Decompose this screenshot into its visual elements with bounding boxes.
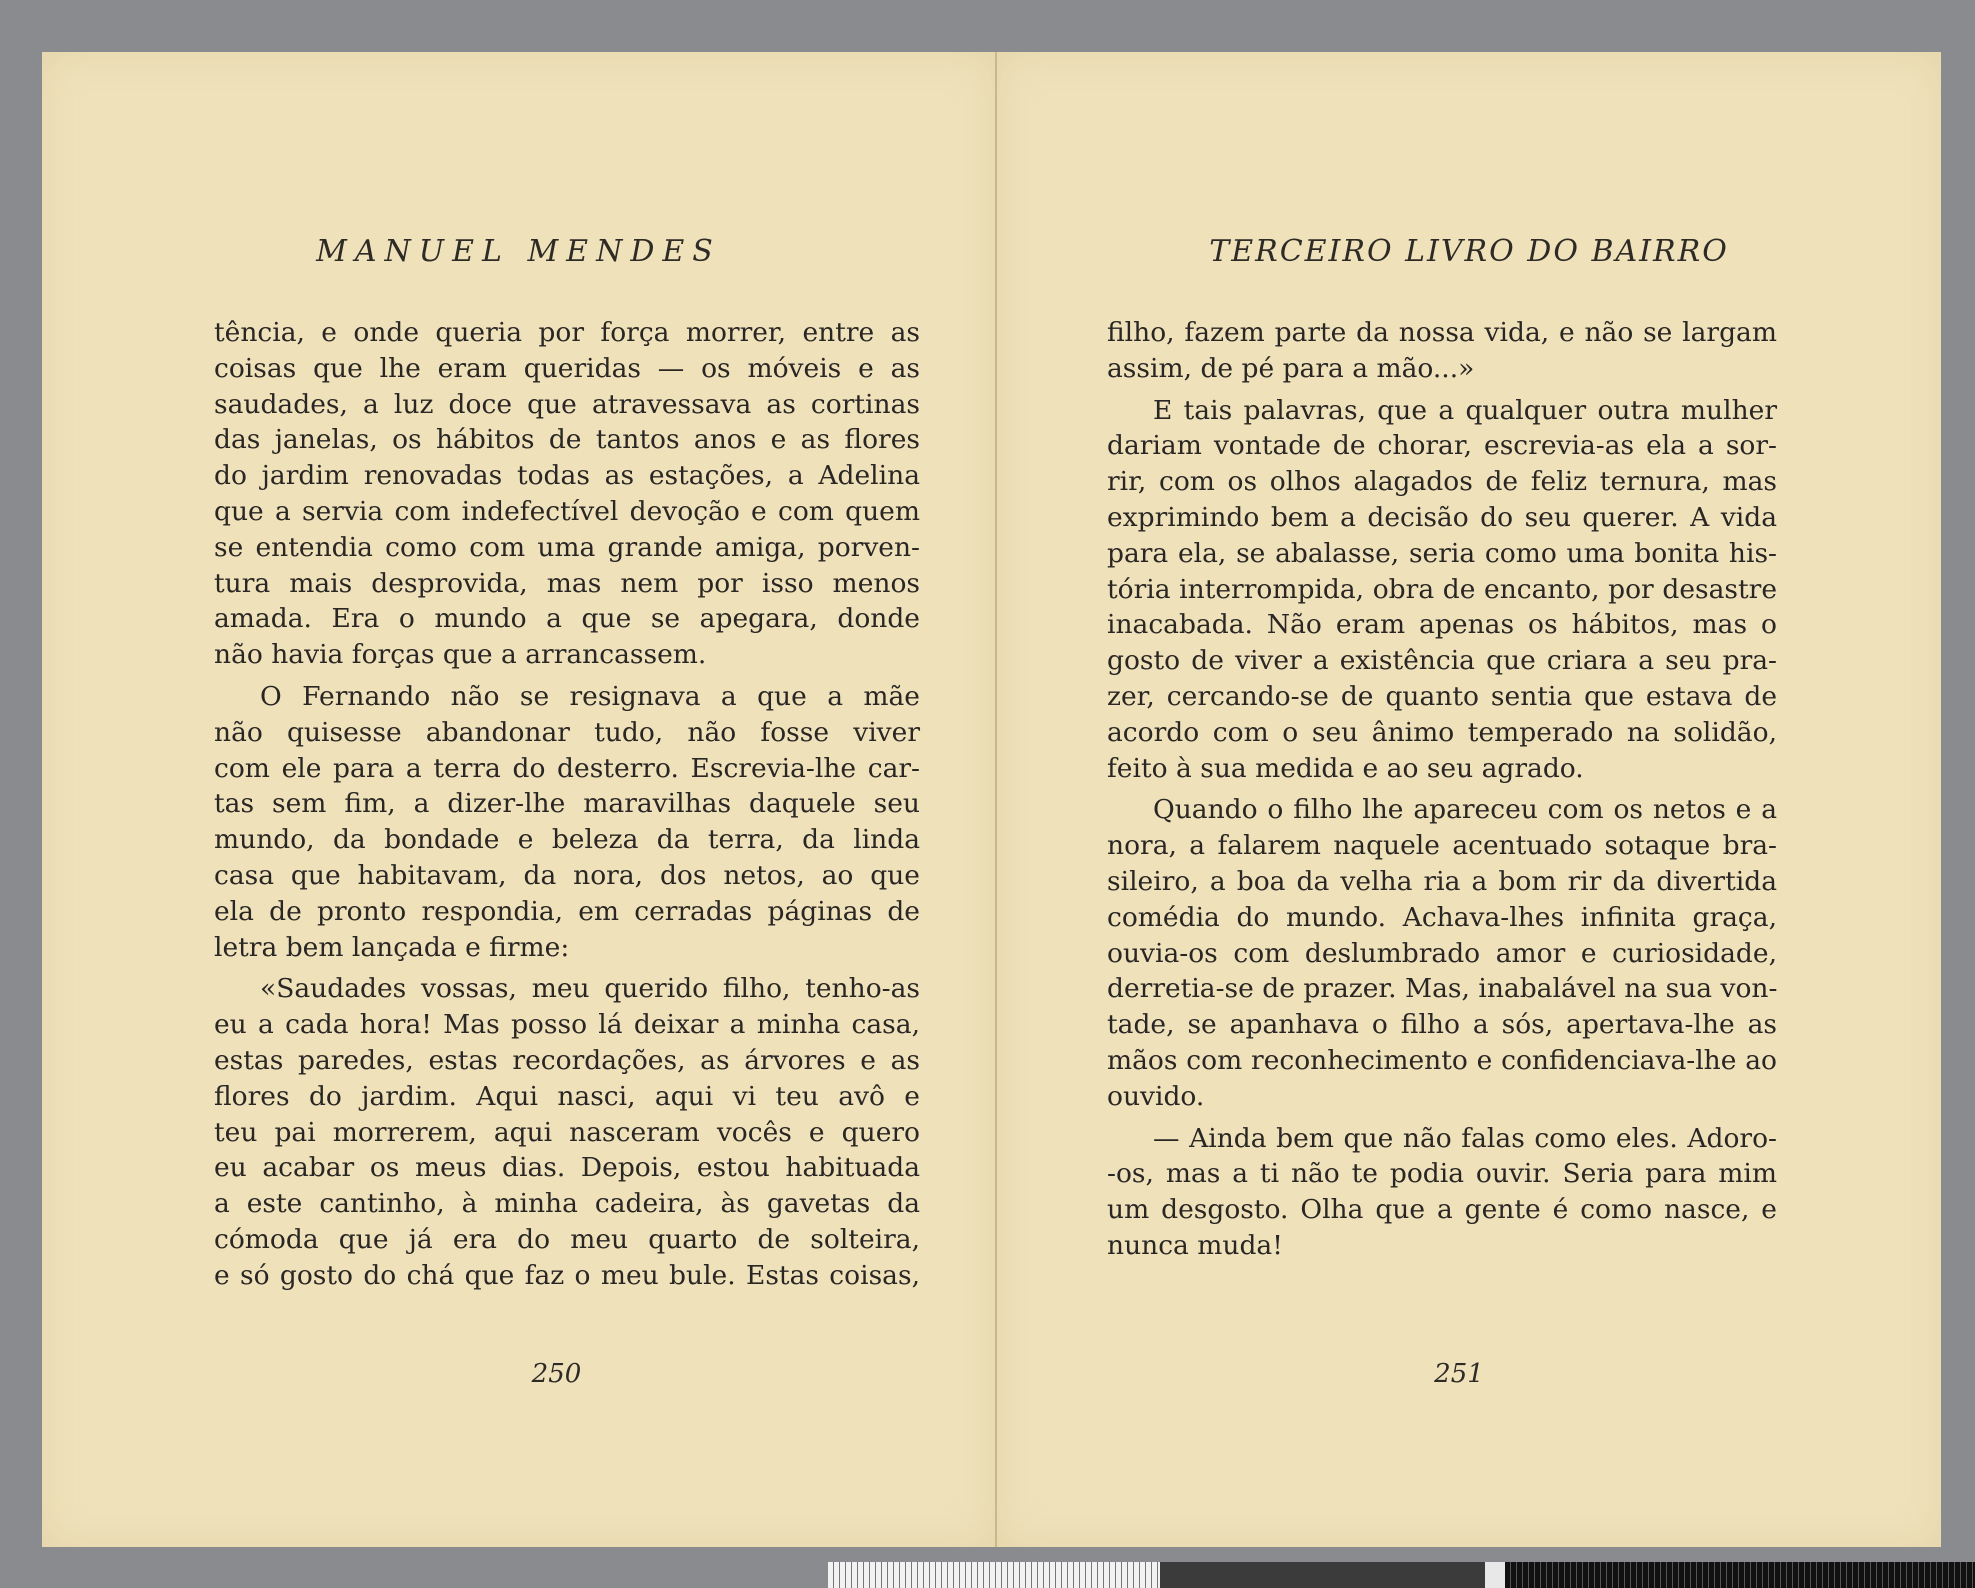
text-line: não quisesse abandonar tudo, não fosse viver bbox=[214, 716, 920, 748]
text-line: tura mais desprovida, mas nem por isso menos bbox=[214, 567, 920, 599]
text-line: assim, de pé para a mão...» bbox=[1107, 352, 1475, 384]
text-line: nora, a falarem naquele acentuado sotaque bra- bbox=[1107, 830, 1777, 862]
text-line: Quando o filho lhe apareceu com os netos e a bbox=[1153, 794, 1777, 826]
page-number-left: 250 bbox=[531, 1359, 582, 1389]
text-line: com ele para a terra do desterro. Escrevia-lhe car- bbox=[214, 752, 920, 784]
text-line: se entendia como com uma grande amiga, porven- bbox=[214, 531, 920, 563]
text-line: saudades, a luz doce que atravessava as cortinas bbox=[214, 388, 920, 420]
text-line: um desgosto. Olha que a gente é como nasce, e bbox=[1107, 1194, 1777, 1226]
text-line: acordo com o seu ânimo temperado na solidão, bbox=[1107, 716, 1777, 748]
page-number-right: 251 bbox=[1434, 1359, 1484, 1389]
text-line: tade, se apanhava o filho a sós, apertava-lhe as bbox=[1107, 1009, 1777, 1041]
text-line: E tais palavras, que a qualquer outra mulher bbox=[1153, 394, 1777, 426]
scale-gray-patch bbox=[1160, 1562, 1485, 1588]
text-line: feito à sua medida e ao seu agrado. bbox=[1107, 752, 1584, 784]
scale-white-patch bbox=[1485, 1562, 1505, 1588]
text-line: das janelas, os hábitos de tantos anos e as flores bbox=[214, 424, 920, 456]
text-line: sileiro, a boa da velha ria a bom rir da divertida bbox=[1107, 865, 1777, 897]
running-head-author: MANUEL MENDES bbox=[316, 234, 721, 269]
text-line: -os, mas a ti não te podia ouvir. Seria para mim bbox=[1107, 1158, 1777, 1190]
text-line: zer, cercando-se de quanto sentia que estava de bbox=[1107, 680, 1777, 712]
left-page bbox=[42, 52, 997, 1547]
text-line: filho, fazem parte da nossa vida, e não se largam bbox=[1107, 317, 1777, 348]
right-page bbox=[997, 52, 1941, 1547]
text-line: que a servia com indefectível devoção e com quem bbox=[214, 495, 920, 527]
text-line: tória interrompida, obra de encanto, por desastre bbox=[1107, 573, 1777, 605]
text-line: — Ainda bem que não falas como eles. Adoro- bbox=[1153, 1122, 1777, 1154]
text-line: letra bem lançada e firme: bbox=[214, 931, 570, 963]
scale-ruler-white bbox=[828, 1562, 1160, 1588]
text-line: flores do jardim. Aqui nasci, aqui vi teu avô e bbox=[214, 1080, 920, 1112]
text-line: exprimindo bem a decisão do seu querer. A vida bbox=[1107, 501, 1777, 533]
text-line: ouvido. bbox=[1107, 1080, 1205, 1112]
text-line: ouvia-os com deslumbrado amor e curiosidade, bbox=[1107, 937, 1777, 969]
text-line: teu pai morrerem, aqui nasceram vocês e quero bbox=[214, 1116, 920, 1148]
text-line: «Saudades vossas, meu querido filho, tenho-as bbox=[260, 973, 920, 1005]
text-line: mãos com reconhecimento e confidenciava-lhe ao bbox=[1107, 1044, 1777, 1076]
text-line: mundo, da bondade e beleza da terra, da linda bbox=[214, 824, 920, 856]
text-line: dariam vontade de chorar, escrevia-as ela a sor- bbox=[1107, 430, 1777, 462]
text-line: a este cantinho, à minha cadeira, às gavetas da bbox=[214, 1188, 920, 1220]
text-line: eu acabar os meus dias. Depois, estou habituada bbox=[214, 1152, 920, 1184]
text-line: estas paredes, estas recordações, as árvores e as bbox=[214, 1044, 920, 1076]
running-head-title: TERCEIRO LIVRO DO BAIRRO bbox=[1209, 234, 1729, 269]
text-line: e só gosto do chá que faz o meu bule. Estas coisas, bbox=[214, 1259, 920, 1291]
text-line: coisas que lhe eram queridas — os móveis e as bbox=[214, 352, 920, 384]
text-line: ela de pronto respondia, em cerradas páginas de bbox=[214, 895, 920, 927]
text-line: comédia do mundo. Achava-lhes infinita graça, bbox=[1107, 901, 1777, 933]
text-line: rir, com os olhos alagados de feliz ternura, mas bbox=[1107, 466, 1777, 498]
right-page-body-text bbox=[1107, 315, 1777, 1264]
text-line: inacabada. Não eram apenas os hábitos, mas o bbox=[1107, 609, 1777, 641]
text-line: tência, e onde queria por força morrer, entre as bbox=[214, 317, 920, 348]
text-line: cómoda que já era do meu quarto de solteira, bbox=[214, 1223, 920, 1255]
text-line: gosto de viver a existência que criara a seu pra- bbox=[1107, 645, 1777, 677]
text-line: derretia-se de prazer. Mas, inabalável na sua von- bbox=[1107, 973, 1778, 1005]
text-line: do jardim renovadas todas as estações, a Adelina bbox=[214, 460, 920, 492]
text-line: casa que habitavam, da nora, dos netos, ao que bbox=[214, 859, 920, 891]
left-page-body-text bbox=[214, 315, 920, 1294]
text-line: tas sem fim, a dizer-lhe maravilhas daquele seu bbox=[214, 788, 920, 820]
text-line: não havia forças que a arrancassem. bbox=[214, 639, 707, 671]
scale-ruler-black bbox=[1505, 1562, 1975, 1588]
text-line: para ela, se abalasse, seria como uma bonita his- bbox=[1107, 537, 1777, 569]
text-line: eu a cada hora! Mas posso lá deixar a minha casa, bbox=[214, 1009, 920, 1041]
text-line: nunca muda! bbox=[1107, 1229, 1283, 1261]
color-calibration-scale bbox=[828, 1562, 1975, 1588]
text-line: O Fernando não se resignava a que a mãe bbox=[260, 680, 920, 712]
text-line: amada. Era o mundo a que se apegara, donde bbox=[214, 603, 920, 635]
